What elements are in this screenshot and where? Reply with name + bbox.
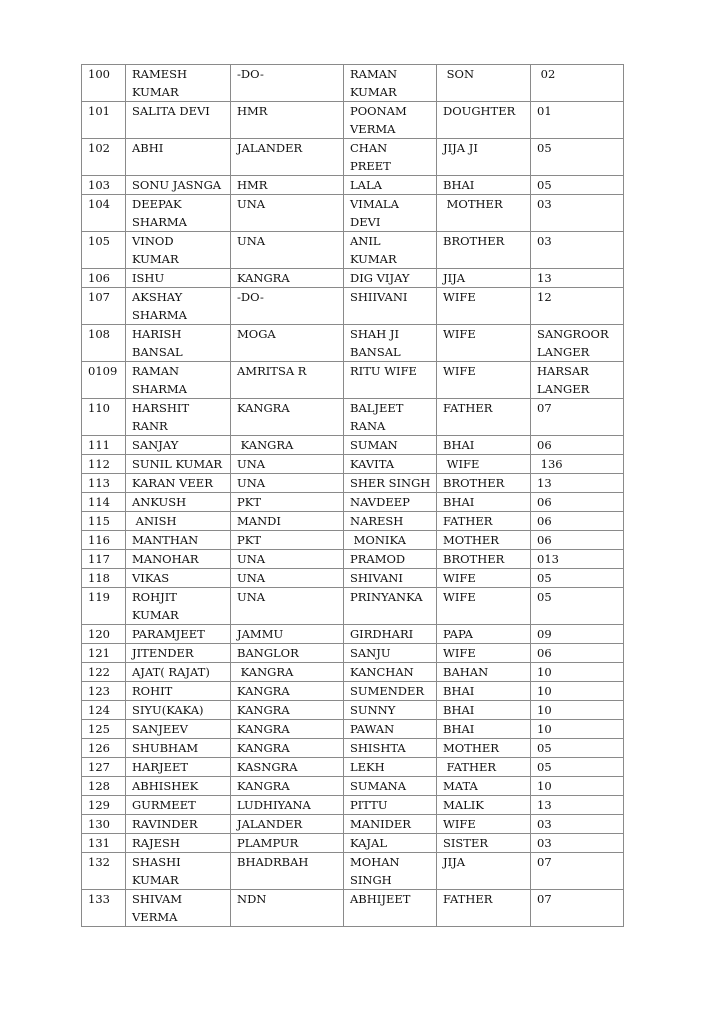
cell-place: KANGRA xyxy=(231,777,344,796)
cell-serial-number: 110 xyxy=(82,399,126,436)
cell-relation: WIFE xyxy=(437,588,531,625)
cell-count: 07 xyxy=(531,853,624,890)
cell-relative-name: VIMALA DEVI xyxy=(344,195,437,232)
table-row xyxy=(82,455,624,474)
table-row xyxy=(82,815,624,834)
cell-relative-name: PITTU xyxy=(344,796,437,815)
cell-serial-number: 132 xyxy=(82,853,126,890)
table-row xyxy=(82,436,624,455)
cell-serial-number: 113 xyxy=(82,474,126,493)
table-row xyxy=(82,720,624,739)
cell-relative-name: NAVDEEP xyxy=(344,493,437,512)
cell-name: RAVINDER xyxy=(126,815,231,834)
cell-serial-number: 107 xyxy=(82,288,126,325)
cell-relative-name: SHIIVANI xyxy=(344,288,437,325)
table-row xyxy=(82,176,624,195)
cell-count: 06 xyxy=(531,512,624,531)
table-row xyxy=(82,288,624,325)
cell-relative-name: MONIKA xyxy=(344,531,437,550)
cell-relation: FATHER xyxy=(437,890,531,927)
cell-serial-number: 114 xyxy=(82,493,126,512)
table-row xyxy=(82,139,624,176)
cell-name: SUNIL KUMAR xyxy=(126,455,231,474)
table-row xyxy=(82,663,624,682)
table-row xyxy=(82,588,624,625)
cell-serial-number: 104 xyxy=(82,195,126,232)
cell-serial-number: 100 xyxy=(82,65,126,102)
cell-serial-number: 106 xyxy=(82,269,126,288)
table-row xyxy=(82,195,624,232)
cell-name: AJAT( RAJAT) xyxy=(126,663,231,682)
cell-serial-number: 126 xyxy=(82,739,126,758)
cell-place: KANGRA xyxy=(231,269,344,288)
cell-name: KARAN VEER xyxy=(126,474,231,493)
cell-relation: MALIK xyxy=(437,796,531,815)
cell-serial-number: 0109 xyxy=(82,362,126,399)
cell-place: HMR xyxy=(231,102,344,139)
cell-place: MANDI xyxy=(231,512,344,531)
cell-name: SHUBHAM xyxy=(126,739,231,758)
table-row xyxy=(82,644,624,663)
cell-place: PKT xyxy=(231,493,344,512)
cell-place: BHADRBAH xyxy=(231,853,344,890)
cell-place: KANGRA xyxy=(231,682,344,701)
table-row xyxy=(82,739,624,758)
cell-name: MANOHAR xyxy=(126,550,231,569)
table-row xyxy=(82,102,624,139)
cell-relation: MOTHER xyxy=(437,531,531,550)
cell-relation: SON xyxy=(437,65,531,102)
cell-count: 13 xyxy=(531,796,624,815)
cell-name: RAMESH KUMAR xyxy=(126,65,231,102)
cell-count: 12 xyxy=(531,288,624,325)
table-row xyxy=(82,474,624,493)
table-row xyxy=(82,701,624,720)
cell-relation: FATHER xyxy=(437,758,531,777)
cell-count: HARSAR LANGER xyxy=(531,362,624,399)
cell-place: KANGRA xyxy=(231,663,344,682)
table-row xyxy=(82,796,624,815)
cell-relative-name: KAVITA xyxy=(344,455,437,474)
cell-count: 06 xyxy=(531,436,624,455)
cell-count: 03 xyxy=(531,232,624,269)
cell-relation: BHAI xyxy=(437,436,531,455)
cell-relation: BAHAN xyxy=(437,663,531,682)
cell-place: KANGRA xyxy=(231,399,344,436)
cell-place: AMRITSA R xyxy=(231,362,344,399)
table-row xyxy=(82,853,624,890)
table-row xyxy=(82,65,624,102)
cell-name: SANJEEV xyxy=(126,720,231,739)
cell-relative-name: PRAMOD xyxy=(344,550,437,569)
cell-name: SIYU(KAKA) xyxy=(126,701,231,720)
cell-serial-number: 124 xyxy=(82,701,126,720)
cell-count: 09 xyxy=(531,625,624,644)
cell-name: VIKAS xyxy=(126,569,231,588)
table-row xyxy=(82,232,624,269)
cell-place: BANGLOR xyxy=(231,644,344,663)
cell-relative-name: ANIL KUMAR xyxy=(344,232,437,269)
cell-relation: WIFE xyxy=(437,569,531,588)
cell-name: VINOD KUMAR xyxy=(126,232,231,269)
cell-serial-number: 128 xyxy=(82,777,126,796)
cell-name: HARSHIT RANR xyxy=(126,399,231,436)
cell-serial-number: 111 xyxy=(82,436,126,455)
table-row xyxy=(82,399,624,436)
cell-relative-name: KANCHAN xyxy=(344,663,437,682)
cell-relative-name: ABHIJEET xyxy=(344,890,437,927)
cell-relation: BROTHER xyxy=(437,550,531,569)
cell-serial-number: 118 xyxy=(82,569,126,588)
table-row xyxy=(82,682,624,701)
cell-count: 05 xyxy=(531,176,624,195)
cell-relative-name: PAWAN xyxy=(344,720,437,739)
cell-serial-number: 119 xyxy=(82,588,126,625)
cell-relative-name: DIG VIJAY xyxy=(344,269,437,288)
cell-serial-number: 112 xyxy=(82,455,126,474)
cell-serial-number: 115 xyxy=(82,512,126,531)
cell-count: 10 xyxy=(531,663,624,682)
cell-relation: PAPA xyxy=(437,625,531,644)
cell-name: ABHISHEK xyxy=(126,777,231,796)
cell-place: UNA xyxy=(231,588,344,625)
cell-relative-name: SUMAN xyxy=(344,436,437,455)
cell-place: UNA xyxy=(231,569,344,588)
cell-count: 10 xyxy=(531,682,624,701)
table-row xyxy=(82,834,624,853)
cell-count: 136 xyxy=(531,455,624,474)
table-row xyxy=(82,325,624,362)
cell-relation: DOUGHTER xyxy=(437,102,531,139)
cell-count: 013 xyxy=(531,550,624,569)
cell-serial-number: 116 xyxy=(82,531,126,550)
cell-name: GURMEET xyxy=(126,796,231,815)
cell-place: NDN xyxy=(231,890,344,927)
cell-place: KANGRA xyxy=(231,739,344,758)
cell-name: SHIVAM VERMA xyxy=(126,890,231,927)
cell-relation: JIJA xyxy=(437,853,531,890)
cell-relation: WIFE xyxy=(437,288,531,325)
table-row xyxy=(82,550,624,569)
cell-relative-name: BALJEET RANA xyxy=(344,399,437,436)
cell-relative-name: SUNNY xyxy=(344,701,437,720)
records-body xyxy=(82,65,624,927)
cell-serial-number: 123 xyxy=(82,682,126,701)
cell-relation: FATHER xyxy=(437,399,531,436)
cell-place: PLAMPUR xyxy=(231,834,344,853)
cell-count: 13 xyxy=(531,269,624,288)
cell-serial-number: 125 xyxy=(82,720,126,739)
cell-relation: MOTHER xyxy=(437,739,531,758)
cell-place: KANGRA xyxy=(231,701,344,720)
cell-relative-name: SHISHTA xyxy=(344,739,437,758)
cell-count: 05 xyxy=(531,588,624,625)
cell-place: UNA xyxy=(231,474,344,493)
cell-name: RAMAN SHARMA xyxy=(126,362,231,399)
cell-count: 03 xyxy=(531,195,624,232)
table-row xyxy=(82,362,624,399)
cell-count: 10 xyxy=(531,777,624,796)
cell-name: RAJESH xyxy=(126,834,231,853)
records-table xyxy=(81,64,624,927)
cell-name: DEEPAK SHARMA xyxy=(126,195,231,232)
cell-relation: WIFE xyxy=(437,644,531,663)
cell-count: 05 xyxy=(531,739,624,758)
cell-relation: JIJA xyxy=(437,269,531,288)
cell-count: 06 xyxy=(531,644,624,663)
cell-relation: WIFE xyxy=(437,815,531,834)
cell-relation: BHAI xyxy=(437,493,531,512)
table-row xyxy=(82,493,624,512)
cell-relative-name: PRINYANKA xyxy=(344,588,437,625)
cell-place: -DO- xyxy=(231,65,344,102)
cell-relative-name: SUMENDER xyxy=(344,682,437,701)
cell-relative-name: GIRDHARI xyxy=(344,625,437,644)
cell-relation: BHAI xyxy=(437,720,531,739)
cell-serial-number: 105 xyxy=(82,232,126,269)
cell-relative-name: POONAM VERMA xyxy=(344,102,437,139)
cell-name: SHASHI KUMAR xyxy=(126,853,231,890)
cell-name: ANISH xyxy=(126,512,231,531)
cell-count: 10 xyxy=(531,701,624,720)
cell-relation: BHAI xyxy=(437,682,531,701)
cell-name: ANKUSH xyxy=(126,493,231,512)
cell-name: HARJEET xyxy=(126,758,231,777)
cell-place: UNA xyxy=(231,232,344,269)
cell-relative-name: LEKH xyxy=(344,758,437,777)
cell-relation: SISTER xyxy=(437,834,531,853)
cell-count: 02 xyxy=(531,65,624,102)
cell-name: HARISH BANSAL xyxy=(126,325,231,362)
cell-relation: BROTHER xyxy=(437,232,531,269)
cell-relation: MATA xyxy=(437,777,531,796)
cell-serial-number: 117 xyxy=(82,550,126,569)
cell-name: ISHU xyxy=(126,269,231,288)
cell-relative-name: KAJAL xyxy=(344,834,437,853)
cell-place: JALANDER xyxy=(231,815,344,834)
cell-count: 06 xyxy=(531,531,624,550)
cell-relation: MOTHER xyxy=(437,195,531,232)
cell-place: JAMMU xyxy=(231,625,344,644)
cell-relative-name: SHER SINGH xyxy=(344,474,437,493)
table-row xyxy=(82,569,624,588)
cell-serial-number: 131 xyxy=(82,834,126,853)
cell-count: 07 xyxy=(531,890,624,927)
table-row xyxy=(82,758,624,777)
cell-name: MANTHAN xyxy=(126,531,231,550)
table-row xyxy=(82,512,624,531)
cell-serial-number: 133 xyxy=(82,890,126,927)
cell-place: UNA xyxy=(231,455,344,474)
cell-relative-name: SHAH JI BANSAL xyxy=(344,325,437,362)
cell-count: SANGROOR LANGER xyxy=(531,325,624,362)
cell-name: PARAMJEET xyxy=(126,625,231,644)
cell-relation: WIFE xyxy=(437,362,531,399)
cell-place: KANGRA xyxy=(231,436,344,455)
cell-relative-name: NARESH xyxy=(344,512,437,531)
cell-count: 05 xyxy=(531,569,624,588)
cell-count: 01 xyxy=(531,102,624,139)
table-row xyxy=(82,890,624,927)
cell-count: 03 xyxy=(531,834,624,853)
cell-place: UNA xyxy=(231,195,344,232)
cell-relative-name: MOHAN SINGH xyxy=(344,853,437,890)
cell-relative-name: RAMAN KUMAR xyxy=(344,65,437,102)
cell-count: 13 xyxy=(531,474,624,493)
cell-place: UNA xyxy=(231,550,344,569)
cell-relative-name: SHIVANI xyxy=(344,569,437,588)
cell-relative-name: SUMANA xyxy=(344,777,437,796)
cell-name: ROHIT xyxy=(126,682,231,701)
cell-serial-number: 103 xyxy=(82,176,126,195)
cell-count: 10 xyxy=(531,720,624,739)
cell-name: JITENDER xyxy=(126,644,231,663)
cell-serial-number: 130 xyxy=(82,815,126,834)
cell-serial-number: 102 xyxy=(82,139,126,176)
table-row xyxy=(82,531,624,550)
cell-relation: JIJA JI xyxy=(437,139,531,176)
cell-place: KANGRA xyxy=(231,720,344,739)
cell-serial-number: 121 xyxy=(82,644,126,663)
cell-count: 06 xyxy=(531,493,624,512)
cell-place: LUDHIYANA xyxy=(231,796,344,815)
cell-name: AKSHAY SHARMA xyxy=(126,288,231,325)
cell-name: SALITA DEVI xyxy=(126,102,231,139)
cell-name: ABHI xyxy=(126,139,231,176)
cell-serial-number: 108 xyxy=(82,325,126,362)
cell-serial-number: 122 xyxy=(82,663,126,682)
table-row xyxy=(82,269,624,288)
cell-relative-name: MANIDER xyxy=(344,815,437,834)
cell-place: -DO- xyxy=(231,288,344,325)
cell-serial-number: 127 xyxy=(82,758,126,777)
cell-count: 03 xyxy=(531,815,624,834)
cell-count: 05 xyxy=(531,758,624,777)
cell-serial-number: 101 xyxy=(82,102,126,139)
cell-relation: BHAI xyxy=(437,176,531,195)
cell-place: MOGA xyxy=(231,325,344,362)
cell-place: KASNGRA xyxy=(231,758,344,777)
cell-relation: BROTHER xyxy=(437,474,531,493)
cell-name: SANJAY xyxy=(126,436,231,455)
cell-relative-name: LALA xyxy=(344,176,437,195)
cell-serial-number: 129 xyxy=(82,796,126,815)
cell-relation: FATHER xyxy=(437,512,531,531)
cell-count: 05 xyxy=(531,139,624,176)
cell-count: 07 xyxy=(531,399,624,436)
cell-relation: WIFE xyxy=(437,455,531,474)
cell-relative-name: SANJU xyxy=(344,644,437,663)
cell-relative-name: RITU WIFE xyxy=(344,362,437,399)
cell-serial-number: 120 xyxy=(82,625,126,644)
cell-relation: BHAI xyxy=(437,701,531,720)
cell-relative-name: CHAN PREET xyxy=(344,139,437,176)
cell-name: ROHJIT KUMAR xyxy=(126,588,231,625)
cell-place: HMR xyxy=(231,176,344,195)
cell-name: SONU JASNGA xyxy=(126,176,231,195)
table-row xyxy=(82,625,624,644)
cell-relation: WIFE xyxy=(437,325,531,362)
table-row xyxy=(82,777,624,796)
cell-place: PKT xyxy=(231,531,344,550)
cell-place: JALANDER xyxy=(231,139,344,176)
